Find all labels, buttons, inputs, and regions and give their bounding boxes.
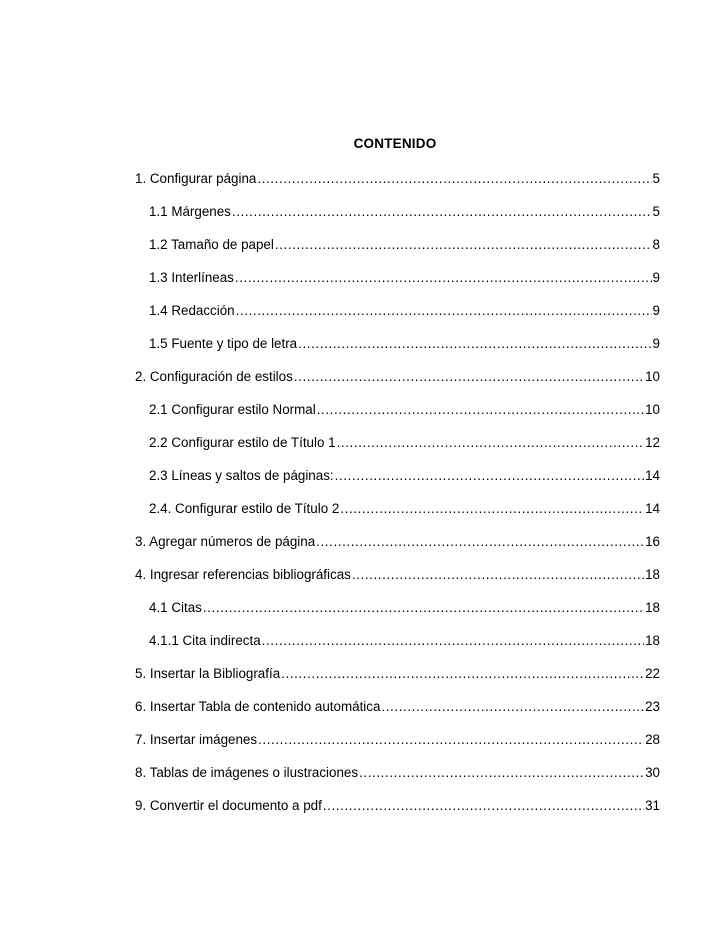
toc-entry-page-number: 31 (645, 798, 660, 813)
toc-title: CONTENIDO (353, 136, 437, 151)
toc-entry-label: 1.3 Interlíneas (149, 270, 234, 285)
toc-entry-page-number: 14 (645, 501, 660, 516)
toc-entry-label: 1.1 Márgenes (149, 204, 231, 219)
toc-dot-leader (337, 434, 645, 452)
toc-entry-page-number: 5 (652, 204, 660, 219)
toc-dot-leader (381, 698, 644, 716)
toc-entry-label: 4. Ingresar referencias bibliográficas (135, 567, 351, 582)
toc-dot-leader (352, 566, 644, 584)
toc-entry-label: 3. Agregar números de página (135, 534, 316, 549)
toc-entry[interactable] (135, 500, 660, 533)
toc-entry-label: 5. Insertar la Bibliografía (135, 666, 281, 681)
toc-entry-label: 9. Convertir el documento a pdf (135, 798, 322, 813)
toc-dot-leader (275, 236, 652, 254)
toc-entry[interactable] (135, 698, 660, 731)
toc-entry-page-number: 14 (645, 468, 660, 483)
toc-entry[interactable] (135, 368, 660, 401)
toc-entry-page-number: 18 (645, 600, 660, 615)
toc-dot-leader (258, 731, 644, 749)
table-of-contents (135, 170, 660, 830)
toc-entry[interactable] (135, 302, 660, 335)
toc-dot-leader (235, 269, 652, 287)
toc-entry[interactable] (135, 467, 660, 500)
toc-entry[interactable] (135, 665, 660, 698)
toc-dot-leader (317, 401, 644, 419)
toc-dot-leader (298, 335, 651, 353)
toc-entry-page-number: 9 (652, 336, 660, 351)
toc-dot-leader (335, 467, 644, 485)
toc-dot-leader (232, 203, 652, 221)
toc-entry-page-number: 10 (645, 402, 660, 417)
toc-entry-page-number: 22 (645, 666, 660, 681)
toc-entry-label: 2.4. Configurar estilo de Título 2 (149, 501, 340, 516)
toc-entry-label: 6. Insertar Tabla de contenido automática (135, 699, 381, 714)
toc-entry-label: 8. Tablas de imágenes o ilustraciones (135, 765, 359, 780)
toc-entry[interactable] (135, 533, 660, 566)
toc-entry-page-number: 8 (652, 237, 660, 252)
toc-dot-leader (340, 500, 644, 518)
toc-entry-page-number: 18 (645, 633, 660, 648)
toc-entry-label: 4.1 Citas (149, 600, 202, 615)
toc-entry[interactable] (135, 401, 660, 434)
toc-entry[interactable] (135, 731, 660, 764)
toc-dot-leader (316, 533, 644, 551)
toc-entry-page-number: 5 (652, 171, 660, 186)
toc-entry-page-number: 30 (645, 765, 660, 780)
toc-entry-page-number: 9 (652, 270, 660, 285)
toc-entry-label: 2.3 Líneas y saltos de páginas: (149, 468, 334, 483)
toc-entry-page-number: 9 (652, 303, 660, 318)
toc-entry[interactable] (135, 170, 660, 203)
toc-entry[interactable] (135, 764, 660, 797)
toc-entry-label: 1. Configurar página (135, 171, 257, 186)
toc-dot-leader (294, 368, 644, 386)
toc-entry[interactable] (135, 632, 660, 665)
toc-entry-label: 2.1 Configurar estilo Normal (149, 402, 316, 417)
toc-entry-label: 4.1.1 Cita indirecta (149, 633, 261, 648)
toc-entry-page-number: 10 (645, 369, 660, 384)
toc-entry-label: 2. Configuración de estilos (135, 369, 293, 384)
toc-entry[interactable] (135, 335, 660, 368)
toc-dot-leader (257, 170, 651, 188)
toc-dot-leader (281, 665, 644, 683)
toc-entry[interactable] (135, 566, 660, 599)
toc-dot-leader (323, 797, 644, 815)
toc-entry-label: 2.2 Configurar estilo de Título 1 (149, 435, 336, 450)
toc-entry-page-number: 18 (645, 567, 660, 582)
toc-dot-leader (236, 302, 652, 320)
toc-dot-leader (262, 632, 644, 650)
toc-entry[interactable] (135, 236, 660, 269)
toc-entry[interactable] (135, 599, 660, 632)
toc-entry-label: 7. Insertar imágenes (135, 732, 258, 747)
toc-entry[interactable] (135, 269, 660, 302)
toc-entry[interactable] (135, 434, 660, 467)
toc-entry-page-number: 12 (645, 435, 660, 450)
toc-entry-page-number: 23 (645, 699, 660, 714)
toc-entry[interactable] (135, 203, 660, 236)
toc-entry-label: 1.4 Redacción (149, 303, 235, 318)
toc-entry[interactable] (135, 797, 660, 830)
toc-entry-page-number: 16 (645, 534, 660, 549)
toc-entry-label: 1.5 Fuente y tipo de letra (149, 336, 298, 351)
toc-entry-label: 1.2 Tamaño de papel (149, 237, 274, 252)
toc-entry-page-number: 28 (645, 732, 660, 747)
toc-dot-leader (359, 764, 644, 782)
toc-dot-leader (203, 599, 644, 617)
